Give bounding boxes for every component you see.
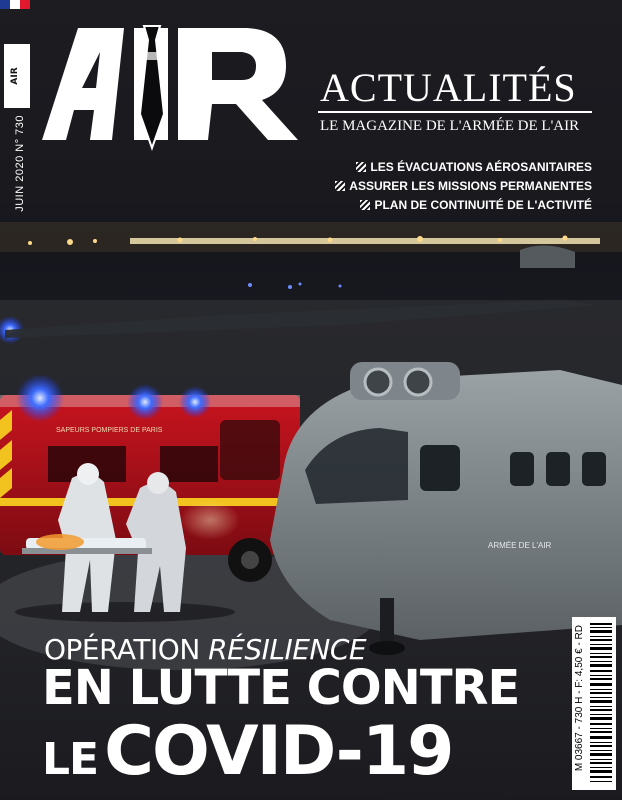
title-rule: [318, 111, 592, 113]
french-flag: [0, 0, 30, 9]
helicopter-label: ARMÉE DE L'AIR: [488, 541, 552, 550]
cover-teasers: [335, 158, 592, 215]
headline-line2: [42, 712, 453, 791]
teaser-item: [335, 177, 592, 196]
teaser-marker-icon: [360, 200, 370, 210]
ambulance-label: SAPEURS POMPIERS DE PARIS: [56, 427, 163, 434]
magazine-tagline: LE MAGAZINE DE L'ARMÉE DE L'AIR: [320, 118, 580, 134]
light-glare: [180, 500, 240, 540]
issue-date-number: JUIN 2020 N° 730: [14, 115, 26, 212]
flag-white-stripe: [10, 0, 20, 9]
teaser-marker-icon: [356, 162, 366, 172]
teaser-item: [335, 196, 592, 215]
teaser-text: LES ÉVACUATIONS AÉROSANITAIRES: [370, 160, 592, 174]
side-logo-text: AIR: [10, 67, 20, 85]
side-logo: [4, 44, 30, 108]
runway-light-band: [130, 238, 600, 244]
teaser-text: PLAN DE CONTINUITÉ DE L'ACTIVITÉ: [374, 198, 592, 212]
kicker-prefix: OPÉRATION: [44, 633, 200, 666]
flag-blue-stripe: [0, 0, 10, 9]
air-logo: [42, 22, 304, 156]
teaser-marker-icon: [335, 181, 345, 191]
headline-line1: EN LUTTE CONTRE: [42, 660, 520, 716]
kicker-italic: RÉSILIENCE: [208, 633, 367, 666]
flag-red-stripe: [20, 0, 30, 9]
magazine-title: ACTUALITÉS: [320, 65, 577, 110]
barcode-text: M 03667 - 730 H - F: 4,50 € - RD: [574, 625, 585, 772]
teaser-item: [335, 158, 592, 177]
apron-lights: [248, 283, 342, 290]
teaser-text: ASSURER LES MISSIONS PERMANENTES: [349, 179, 592, 193]
headline-le: LE: [42, 734, 99, 785]
headline-covid: COVID-19: [104, 712, 453, 791]
